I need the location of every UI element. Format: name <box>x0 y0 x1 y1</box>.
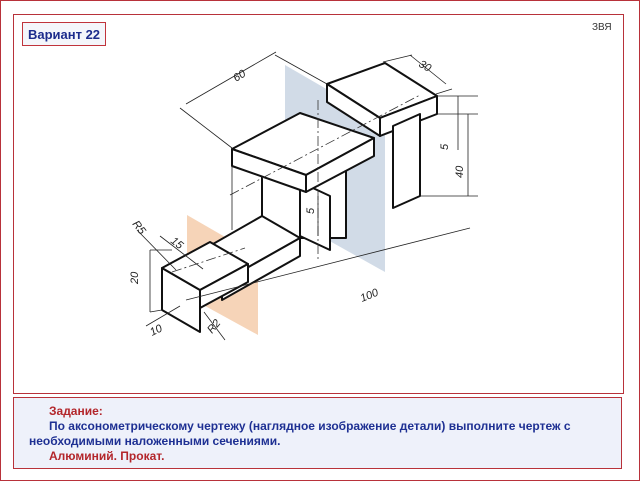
dim-10: 10 <box>148 322 165 339</box>
corner-code: ЗВЯ <box>592 22 612 33</box>
dim-15: 15 <box>168 234 186 252</box>
task-line-2: необходимыми наложенными сечениями. <box>29 434 281 448</box>
dim-5-mid: 5 <box>305 207 317 214</box>
dim-100: 100 <box>358 286 381 305</box>
task-material: Алюминий. Прокат. <box>49 449 165 463</box>
rear-leg <box>393 114 420 208</box>
dim-60: 60 <box>231 67 248 85</box>
dim-r5: R5 <box>129 218 148 237</box>
dim-40: 40 <box>454 165 466 178</box>
variant-label: Вариант 22 <box>22 22 106 46</box>
dim-r2: R2 <box>205 317 224 336</box>
dim-20: 20 <box>129 271 141 284</box>
task-line-1: По аксонометрическому чертежу (наглядное изображение детали) выполните чертеж с <box>49 419 571 433</box>
dim-5-top: 5 <box>439 143 451 150</box>
dim-30: 30 <box>416 58 434 75</box>
task-heading: Задание: <box>49 404 103 418</box>
task-box <box>13 397 622 469</box>
